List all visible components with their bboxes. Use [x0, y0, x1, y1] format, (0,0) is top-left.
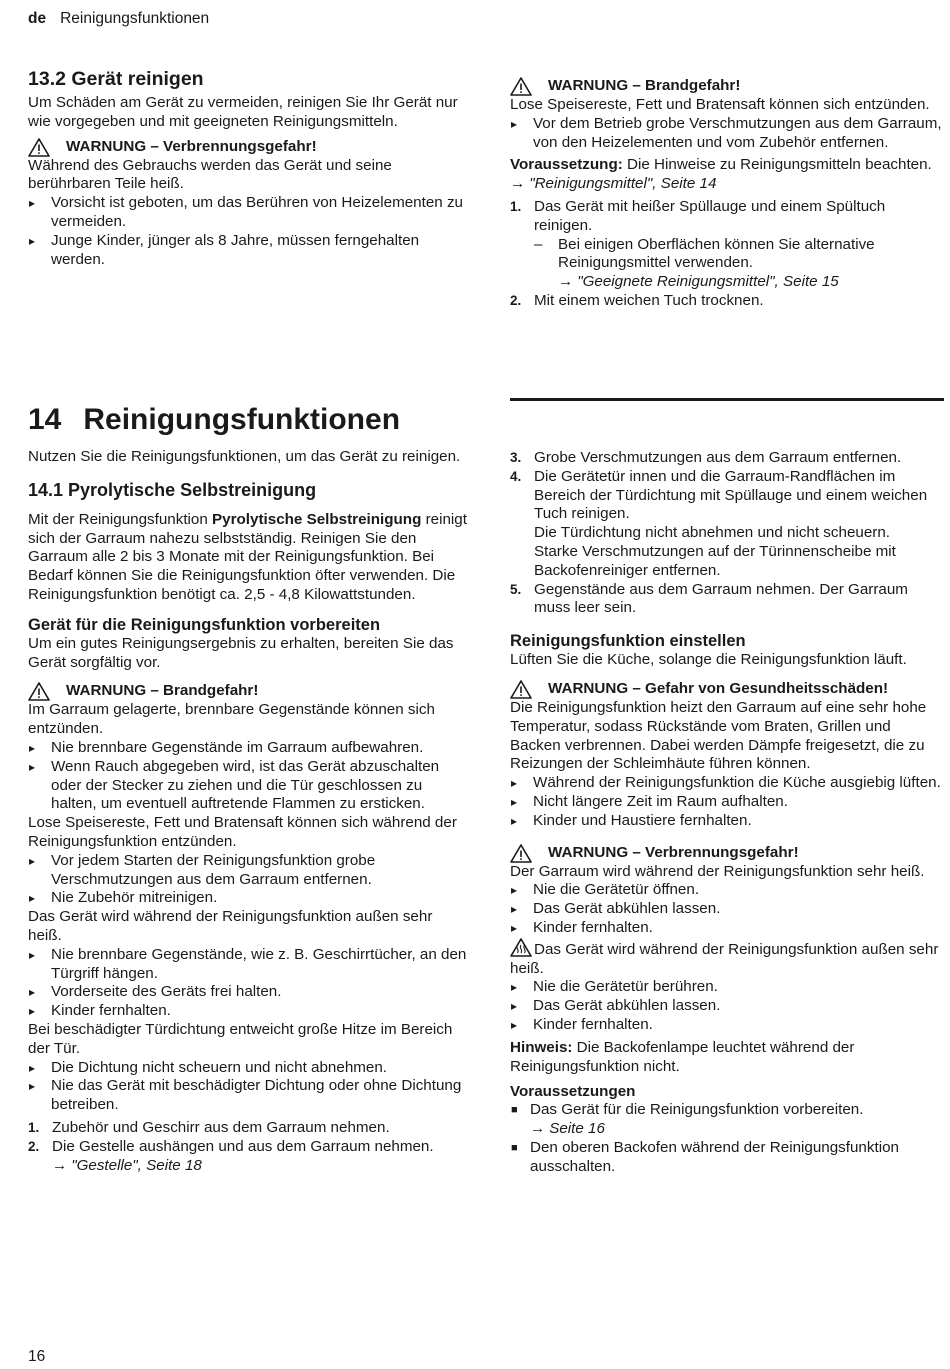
prerequisite-text: Die Hinweise zu Reinigungsmitteln beachten. — [622, 156, 932, 174]
warning-list — [28, 194, 468, 269]
note-text: Die Backofenlampe leuchtet während der Reinigungsfunktion nicht. — [510, 1038, 855, 1075]
step-text: Mit einem weichen Tuch trocknen. — [534, 291, 764, 309]
chapter-intro: Nutzen Sie die Reinigungsfunktionen, um das Gerät zu reinigen. — [28, 448, 461, 465]
prepare-intro: Um ein gutes Reinigungsergebnis zu erhalten, bereiten Sie das Gerät sorgfältig vor. — [28, 634, 454, 671]
running-header-title: Reinigungsfunktionen — [60, 10, 210, 27]
step-text: Gegenstände aus dem Garraum nehmen. Der Garraum muss leer sein. — [534, 580, 908, 617]
warning-text: Der Garraum wird während der Reinigungsfunktion sehr heiß. — [510, 862, 925, 880]
hot-surface-icon — [510, 938, 532, 957]
section-title-13-2: 13.2 Gerät reinigen — [28, 68, 204, 90]
step-text: Starke Verschmutzungen auf der Türinnenscheibe mit Backofenreiniger entfernen. — [534, 542, 896, 579]
warning-text: Lose Speisereste, Fett und Bratensaft können sich entzünden. — [510, 96, 930, 113]
step-item — [28, 1119, 468, 1138]
section-13-2-right — [510, 77, 944, 311]
warning-title: WARNUNG – Verbrennungsgefahr! — [66, 137, 317, 155]
prerequisite — [510, 156, 944, 175]
list-item: ▸ Nie die Gerätetür berühren. — [510, 978, 944, 997]
prerequisite-label: Voraussetzung: — [510, 156, 623, 174]
cross-reference[interactable] — [52, 1157, 468, 1176]
running-header — [28, 10, 209, 29]
warning-triangle-icon — [510, 680, 532, 699]
warning-title: WARNUNG – Brandgefahr! — [66, 682, 259, 700]
warning-triangle-icon — [510, 844, 532, 863]
warning-text: Das Gerät wird während der Reinigungsfunktion außen sehr heiß. — [510, 940, 939, 977]
list-item: ▸ Nie brennbare Gegenstände, wie z. B. Geschirrtücher, an den Türgriff hängen. — [28, 946, 468, 984]
note — [510, 1039, 944, 1077]
cross-reference-text[interactable]: "Geeignete Reinigungsmittel", Seite 15 — [577, 273, 839, 291]
sub-item — [534, 236, 944, 292]
warning-list — [28, 852, 468, 908]
step-text: Grobe Verschmutzungen aus dem Garraum entfernen. — [534, 449, 902, 466]
warning-text: Während des Gebrauchs werden das Gerät und seine berührbaren Teile heiß. — [28, 156, 392, 193]
step-item — [510, 292, 944, 311]
warning-list — [510, 774, 944, 830]
list-item: ▸ Nie brennbare Gegenstände im Garraum aufbewahren. — [28, 739, 468, 758]
warning-text: Die Reinigungsfunktion heizt den Garraum auf eine sehr hohe Temperatur, sodass Rückstände vom Braten, Grillen und Backen verbrennen. Dabei werden Dämpfe freigesetzt, die zu Reizungen der Schleimhäute führen können. — [510, 698, 927, 773]
warning-fire-heading — [28, 682, 468, 701]
chapter-title — [28, 403, 468, 437]
steps-list — [510, 198, 944, 311]
warning-list — [28, 946, 468, 1021]
warning-list — [28, 1059, 468, 1115]
step-item — [510, 449, 944, 468]
section-13-2-intro: Um Schäden am Gerät zu vermeiden, reinigen Sie Ihr Gerät nur wie vorgegeben und mit geeigneten Reinigungsmitteln. — [28, 94, 458, 130]
list-item: ▸ Kinder fernhalten. — [28, 1002, 468, 1021]
warning-title: WARNUNG – Gefahr von Gesundheitsschäden! — [548, 680, 889, 698]
step-number: 2. — [28, 1138, 40, 1154]
warning-triangle-icon — [28, 682, 50, 701]
function-name: Pyrolytische Selbstreinigung — [212, 510, 422, 528]
warning-triangle-icon — [510, 77, 532, 96]
chapter-title-text: Reinigungsfunktionen — [83, 403, 401, 436]
chapter-rule — [510, 398, 944, 401]
list-item: ▸ Kinder fernhalten. — [510, 919, 944, 938]
chapter-14-right — [510, 449, 944, 1177]
warning-text: Das Gerät wird während der Reinigungsfunktion außen sehr heiß. — [28, 908, 433, 944]
warning-burn-heading — [28, 138, 468, 157]
cross-reference-text[interactable]: "Reinigungsmittel", Seite 14 — [529, 175, 717, 193]
step-text: Die Gestelle aushängen und aus dem Garraum nehmen. — [52, 1137, 434, 1155]
list-item: ▸ Nie die Gerätetür öffnen. — [510, 881, 944, 900]
step-item — [510, 581, 944, 619]
warning-triangle-icon — [28, 138, 50, 157]
list-item: ▸ Vorderseite des Geräts frei halten. — [28, 983, 468, 1002]
warning-list — [510, 978, 944, 1034]
step-number: 1. — [510, 198, 522, 214]
step-item — [510, 198, 944, 292]
list-item-text: Das Gerät für die Reinigungsfunktion vorbereiten. — [530, 1101, 864, 1119]
warning-health-heading — [510, 680, 944, 699]
warning-text: Im Garraum gelagerte, brennbare Gegenstände können sich entzünden. — [28, 701, 435, 738]
section-title-14-1: 14.1 Pyrolytische Selbstreinigung — [28, 479, 317, 500]
prerequisites-title: Voraussetzungen — [510, 1083, 636, 1101]
prerequisites-list — [510, 1101, 944, 1176]
list-item: ■ Den oberen Backofen während der Reinigungsfunktion ausschalten. — [510, 1139, 944, 1177]
section-13-2-left — [28, 68, 468, 269]
warning-burn-heading — [510, 844, 944, 863]
step-item — [510, 468, 944, 581]
intro-text: Mit der Reinigungsfunktion — [28, 510, 213, 528]
warning-text: Bei beschädigter Türdichtung entweicht große Hitze im Bereich der Tür. — [28, 1020, 453, 1057]
arrow-right-icon: → — [530, 1120, 546, 1138]
chapter-14-left — [28, 403, 468, 1175]
list-item: ▸ Vor jedem Starten der Reinigungsfunktion grobe Verschmutzungen aus dem Garraum entfernen. — [28, 852, 468, 890]
subsection-title-setup: Reinigungsfunktion einstellen — [510, 632, 746, 651]
step-number: 2. — [510, 292, 522, 308]
subsection-title-prepare: Gerät für die Reinigungsfunktion vorbereiten — [28, 615, 381, 634]
cross-reference[interactable] — [510, 175, 944, 194]
step-text: Die Türdichtung nicht abnehmen und nicht scheuern. — [534, 524, 891, 542]
warning-text: Lose Speisereste, Fett und Bratensaft können sich während der Reinigungsfunktion entzünden. — [28, 814, 457, 850]
arrow-right-icon: → — [558, 273, 574, 291]
arrow-right-icon: → — [52, 1156, 68, 1174]
list-item: ▸ Die Dichtung nicht scheuern und nicht abnehmen. — [28, 1059, 468, 1078]
intro-text: reinigt sich der Garraum nahezu selbstständig. Reinigen Sie den Garraum alle 2 bis 3 Monate mit der Reinigungsfunktion. Bei Bedarf können Sie die Reinigungsfunktion öfter verwenden. Die Reinigungsfunktion benötigt ca. 2,5 - 4,8 Kilowattstunden. — [28, 510, 467, 603]
warning-title: WARNUNG – Verbrennungsgefahr! — [548, 843, 799, 861]
step-item — [28, 1138, 468, 1176]
cross-reference[interactable] — [558, 273, 944, 292]
list-item: ▸ Nie Zubehör mitreinigen. — [28, 889, 468, 908]
list-item: ▸ Vor dem Betrieb grobe Verschmutzungen aus dem Garraum, von den Heizelementen und vom Zubehör entfernen. — [510, 115, 944, 153]
steps-list — [28, 1119, 468, 1175]
language-code: de — [28, 10, 47, 27]
warning-list — [28, 739, 468, 814]
hot-surface-warning — [510, 938, 944, 979]
step-text: Das Gerät mit heißer Spüllauge und einem Spültuch reinigen. — [534, 197, 886, 234]
arrow-right-icon: → — [510, 175, 526, 193]
warning-fire-heading — [510, 77, 944, 96]
setup-intro: Lüften Sie die Küche, solange die Reinigungsfunktion läuft. — [510, 651, 907, 669]
step-number: 5. — [510, 581, 522, 597]
step-text: Zubehör und Geschirr aus dem Garraum nehmen. — [52, 1118, 390, 1136]
list-item: ▸ Das Gerät abkühlen lassen. — [510, 900, 944, 919]
list-item: ▸ Junge Kinder, jünger als 8 Jahre, müssen ferngehalten werden. — [28, 232, 468, 270]
list-item: ▸ Während der Reinigungsfunktion die Küche ausgiebig lüften. — [510, 774, 944, 793]
cross-reference-text[interactable]: Seite 16 — [549, 1120, 605, 1138]
page-number: 16 — [28, 1348, 46, 1365]
note-label: Hinweis: — [510, 1038, 573, 1056]
list-item: ▸ Nie das Gerät mit beschädigter Dichtung oder ohne Dichtung betreiben. — [28, 1077, 468, 1115]
warning-list — [510, 881, 944, 937]
list-item: ▸ Kinder und Haustiere fernhalten. — [510, 812, 944, 831]
step-number: 3. — [510, 450, 522, 465]
list-item: ▸ Kinder fernhalten. — [510, 1016, 944, 1035]
step-number: 1. — [28, 1119, 40, 1135]
chapter-number: 14 — [28, 403, 62, 436]
warning-list — [510, 115, 944, 153]
list-item: ▸ Das Gerät abkühlen lassen. — [510, 997, 944, 1016]
cross-reference-text[interactable]: "Gestelle", Seite 18 — [71, 1156, 202, 1174]
cross-reference[interactable] — [530, 1120, 944, 1139]
sub-item-text: Bei einigen Oberflächen können Sie alternative Reinigungsmittel verwenden. — [558, 235, 875, 272]
warning-title: WARNUNG – Brandgefahr! — [548, 77, 741, 95]
section-14-1-intro — [28, 511, 468, 605]
step-number: 4. — [510, 468, 522, 484]
list-item: ▸ Vorsicht ist geboten, um das Berühren von Heizelementen zu vermeiden. — [28, 194, 468, 232]
step-text: Die Gerätetür innen und die Garraum-Randflächen im Bereich der Türdichtung mit Spüllauge und einem weichen Tuch reinigen. — [534, 467, 928, 523]
list-item: ▸ Nicht längere Zeit im Raum aufhalten. — [510, 793, 944, 812]
steps-list — [510, 449, 944, 618]
list-item — [510, 1101, 944, 1139]
list-item: ▸ Wenn Rauch abgegeben wird, ist das Gerät abzuschalten oder der Stecker zu ziehen und die Tür geschlossen zu halten, um eventuell auftretende Flammen zu ersticken. — [28, 758, 468, 814]
